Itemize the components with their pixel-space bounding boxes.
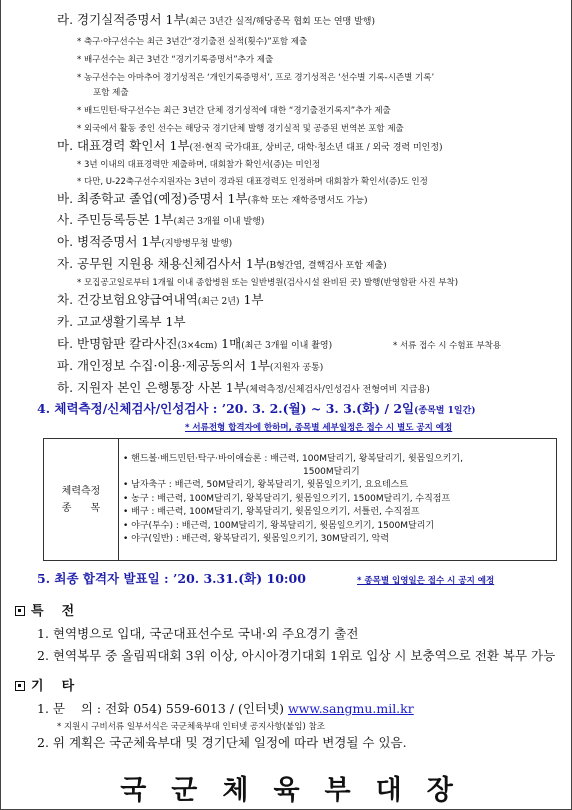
item-ka: 카. 고교생활기록부 1부 xyxy=(57,314,186,329)
note-ra-4: * 배드민턴·탁구선수는 최근 3년간 단체 경기성적에 대한 “경기출전기록지”추가 제출 xyxy=(77,106,391,116)
etc-contact-prefix: 1. 문 의 : 전화 054) 559-6013 / (인터넷) xyxy=(37,701,288,716)
item-a-small: (지방병무청 발행) xyxy=(161,239,233,249)
fitness-row: • 핸드볼·배드민턴·탁구·바이애슬론 : 배근력, 100M달리기, 왕복달리기, 윗몸일으키기, xyxy=(123,453,463,464)
note-ma-1: * 3년 이내의 대표경력만 제출하며, 대회참가 확인서(증)는 미인정 xyxy=(77,160,321,170)
item-a xyxy=(57,236,232,249)
note-ja-1: * 모집공고일로부터 1개월 이내 종합병원 또는 일반병원(검사시설 완비된 곳) 발행(반영함판 사진 부착) xyxy=(77,278,459,288)
item-pa xyxy=(57,360,323,373)
item-ma xyxy=(57,140,443,153)
item-ha xyxy=(57,382,430,395)
etc-contact xyxy=(37,703,414,716)
item-ra-small: (최근 3년간 실적/해당종목 협회 또는 연맹 발행) xyxy=(185,17,376,27)
special-item-1: 1. 현역병으로 입대, 국군대표선수로 국내·외 주요경기 출전 xyxy=(37,626,359,641)
item-pa-small: (지원자 공통) xyxy=(269,363,324,373)
item-ta-tail: 1매 xyxy=(217,336,242,351)
step5-note: * 종목별 입영일은 접수 시 공지 예정 xyxy=(357,576,495,586)
website-link[interactable]: www.sangmu.mil.kr xyxy=(287,701,414,716)
special-item-2: 2. 현역복무 중 올림픽대회 3위 이상, 아시아경기대회 1위로 입상 시 보충역으로 전환 복무 가능 xyxy=(37,648,556,663)
note-ra-3-cont: 포함 제출 xyxy=(93,88,129,98)
item-ta-small2: (최근 3개월 이내 촬영) xyxy=(241,341,333,351)
square-bullet-icon xyxy=(15,606,25,616)
fitness-table xyxy=(43,438,557,561)
note-ma-2: * 다만, U-22축구선수지원자는 3년이 경과된 대표경력도 인정하며 대회참가 확인서(증)도 인정 xyxy=(77,177,428,187)
step5-label: 5. 최종 합격자 발표일 : ’20. 3.31.(화) 10:00 xyxy=(37,571,306,586)
step4-note: * 서류전형 합격자에 한하며, 종목별 세부일정은 접수 시 별도 공지 예정 xyxy=(185,423,453,433)
item-a-text: 아. 병적증명서 1부 xyxy=(57,234,162,249)
special-heading-text: 특 전 xyxy=(31,604,75,619)
item-sa xyxy=(57,214,264,227)
item-sa-text: 사. 주민등록등본 1부 xyxy=(57,212,174,227)
item-ha-text: 하. 지원자 본인 은행통장 사본 1부 xyxy=(57,380,246,395)
fitness-label-line1: 체력측정 xyxy=(61,485,101,497)
fitness-row: • 야구(일반) : 배근력, 왕복달리기, 윗몸일으키기, 30M달리기, 악력 xyxy=(123,534,390,545)
fitness-table-content xyxy=(119,439,557,561)
item-ha-small: (체력측정/신체검사/인성검사 전형여비 지급용) xyxy=(245,385,430,395)
item-ta-text: 타. 반명함판 칼라사진 xyxy=(57,336,178,351)
item-ma-text: 마. 대표경력 확인서 1부 xyxy=(57,138,190,153)
special-heading xyxy=(15,605,74,618)
note-ra-3: * 농구선수는 아마추어 경기성적은 ‘개인기록증명서’, 프로 경기성적은 ‘선수별 기록-시즌별 기록’ xyxy=(77,73,435,83)
item-sa-small: (최근 3개월 이내 발행) xyxy=(173,217,265,227)
step4-small: (종목별 1일간) xyxy=(414,406,476,416)
fitness-row: • 농구 : 배근력, 100M달리기, 왕복달리기, 윗몸일으키기, 1500M달리기, 수직점프 xyxy=(123,493,451,504)
item-ja xyxy=(57,258,387,271)
item-ta xyxy=(57,338,332,351)
item-ba-text: 바. 최종학교 졸업(예정)증명서 1부 xyxy=(57,191,248,206)
item-pa-text: 파. 개인정보 수집·이용·제공동의서 1부 xyxy=(57,358,270,373)
item-ba-small: (휴학 또는 재학증명서도 가능) xyxy=(247,196,368,206)
fitness-row: • 야구(투수) : 배근력, 100M달리기, 왕복달리기, 윗몸일으키기, 1500M달리기 xyxy=(123,520,435,531)
fitness-label-line2: 종 목 xyxy=(61,502,101,514)
square-bullet-icon xyxy=(15,681,25,691)
item-ja-text: 자. 공무원 지원용 채용신체검사서 1부 xyxy=(57,256,266,271)
signature: 국군체육부대장 xyxy=(120,775,478,806)
step4-label: 4. 체력측정/신체검사/인성검사 : ’20. 3. 2.(월) ~ 3. 3.(화) / 2일 xyxy=(37,401,415,416)
item-ta-small: (3×4cm) xyxy=(177,341,218,351)
item-cha-small: (최근 2년) xyxy=(197,297,240,307)
etc-contact-note: * 지원시 구비서류 일부서식은 국군체육부대 인터넷 공지사항(붙임) 참조 xyxy=(57,722,325,732)
item-cha-text: 차. 건강보험요양급여내역 xyxy=(57,292,198,307)
note-ra-5: * 외국에서 활동 중인 선수는 해당국 경기단체 발행 경기실적 및 공증된 번역본 포함 제출 xyxy=(77,124,404,134)
item-cha-tail: 1부 xyxy=(239,292,264,307)
etc-heading-text: 기 타 xyxy=(31,679,75,694)
fitness-table-label xyxy=(44,439,119,561)
fitness-row: • 남자축구 : 배근력, 50M달리기, 왕복달리기, 윗몸일으키기, 요요테스트 xyxy=(123,480,409,491)
etc-item-2: 2. 위 계획은 국군체육부대 및 경기단체 일정에 따라 변경될 수 있음. xyxy=(37,735,407,750)
item-ja-small: (B형간염, 결핵검사 포함 제출) xyxy=(265,261,387,271)
step4-line xyxy=(37,403,476,416)
note-ta-right: * 서류 접수 시 수험표 부착용 xyxy=(393,341,502,351)
note-ra-1: * 축구·야구선수는 최근 3년간“경기출전 실적(횟수)”포함 제출 xyxy=(77,37,308,47)
item-ra-text: 라. 경기실적증명서 1부 xyxy=(57,12,186,27)
etc-heading xyxy=(15,680,74,693)
fitness-row: • 배구 : 배근력, 100M달리기, 왕복달리기, 윗몸일으키기, 서틀런, 수직점프 xyxy=(123,507,420,518)
item-ra xyxy=(57,14,375,27)
item-cha xyxy=(57,294,264,307)
fitness-row: 1500M달리기 xyxy=(303,466,360,477)
item-ma-small: (전·현직 국가대표, 상비군, 대학·청소년 대표 / 외국 경력 미인정) xyxy=(189,143,443,153)
item-ba xyxy=(57,193,368,206)
note-ra-2: * 배구선수는 최근 3년간 “경기기록증명서”추가 제출 xyxy=(77,55,274,65)
